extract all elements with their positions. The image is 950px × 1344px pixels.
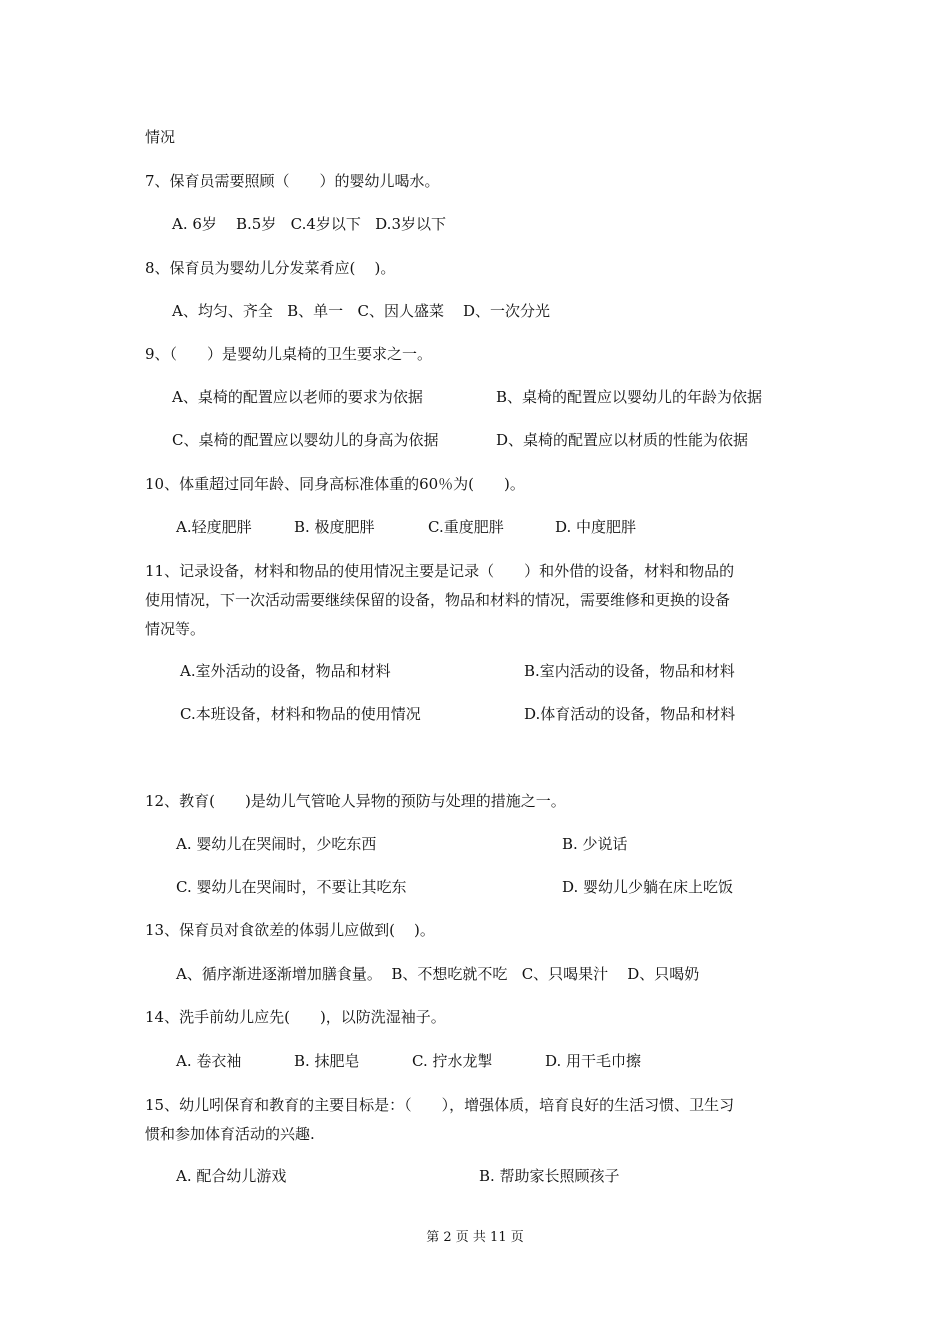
question-14-option-a: A. 卷衣袖 [176,1052,242,1070]
question-9: 9、（ ）是婴幼儿桌椅的卫生要求之一。 [145,345,433,363]
question-10-option-c: C.重度肥胖 [428,518,504,536]
question-11-line-1: 11、记录设备，材料和物品的使用情况主要是记录（ ）和外借的设备，材料和物品的 [145,562,735,580]
question-13-options: A、循序渐进逐渐增加膳食量。 B、不想吃就不吃 C、只喝果汁 D、只喝奶 [176,965,700,983]
question-14: 14、洗手前幼儿应先( )，以防洗湿袖子。 [145,1008,446,1026]
question-12: 12、教育( )是幼儿气管呛人异物的预防与处理的措施之一。 [145,792,566,810]
question-14-option-b: B. 抹肥皂 [294,1052,360,1070]
question-9-option-c: C、桌椅的配置应以婴幼儿的身高为依据 [172,431,439,449]
continuation-text: 情况 [145,128,176,146]
question-12-option-d: D. 婴幼儿少躺在床上吃饭 [562,878,734,896]
question-7-options: A. 6岁 B.5岁 C.4岁以下 D.3岁以下 [172,215,446,233]
question-14-option-c: C. 拧水龙掣 [412,1052,493,1070]
question-13: 13、保育员对食欲差的体弱儿应做到( )。 [145,921,435,939]
question-9-option-d: D、桌椅的配置应以材质的性能为依据 [496,431,749,449]
question-8: 8、保育员为婴幼儿分发菜肴应( )。 [145,259,396,277]
question-7: 7、保育员需要照顾（ ）的婴幼儿喝水。 [145,172,440,190]
question-15-line-1: 15、幼儿吲保育和教育的主要目标是：（ ），增强体质，培育良好的生活习惯、卫生习 [145,1096,735,1114]
question-10-option-d: D. 中度肥胖 [555,518,637,536]
question-10: 10、体重超过同年龄、同身高标准体重的60％为( )。 [145,475,525,493]
question-10-option-a: A.轻度肥胖 [176,518,252,536]
question-10-option-b: B. 极度肥胖 [294,518,375,536]
question-11-option-b: B.室内活动的设备，物品和材料 [524,662,735,680]
question-12-option-a: A. 婴幼儿在哭闹时，少吃东西 [176,835,377,853]
question-14-option-d: D. 用干毛巾擦 [545,1052,642,1070]
question-15-option-a: A. 配合幼儿游戏 [176,1167,287,1185]
page-number-footer: 第 2 页 共 11 页 [426,1230,524,1245]
question-15-line-2: 惯和参加体育活动的兴趣. [145,1125,315,1143]
question-12-option-b: B. 少说话 [562,835,628,853]
question-8-options: A、均匀、齐全 B、单一 C、因人盛菜 D、一次分光 [172,302,551,320]
question-11-option-c: C.本班设备，材料和物品的使用情况 [180,705,421,723]
question-12-option-c: C. 婴幼儿在哭闹时，不要让其吃东 [176,878,407,896]
question-11-option-d: D.体育活动的设备，物品和材料 [524,705,736,723]
question-15-option-b: B. 帮助家长照顾孩子 [479,1167,620,1185]
question-9-option-a: A、桌椅的配置应以老师的要求为依据 [172,388,423,406]
question-11-option-a: A.室外活动的设备，物品和材料 [180,662,391,680]
question-9-option-b: B、桌椅的配置应以婴幼儿的年龄为依据 [496,388,763,406]
question-11-line-3: 情况等。 [145,620,206,638]
question-11-line-2: 使用情况，下一次活动需要继续保留的设备，物品和材料的情况，需要维修和更换的设备 [145,591,731,609]
